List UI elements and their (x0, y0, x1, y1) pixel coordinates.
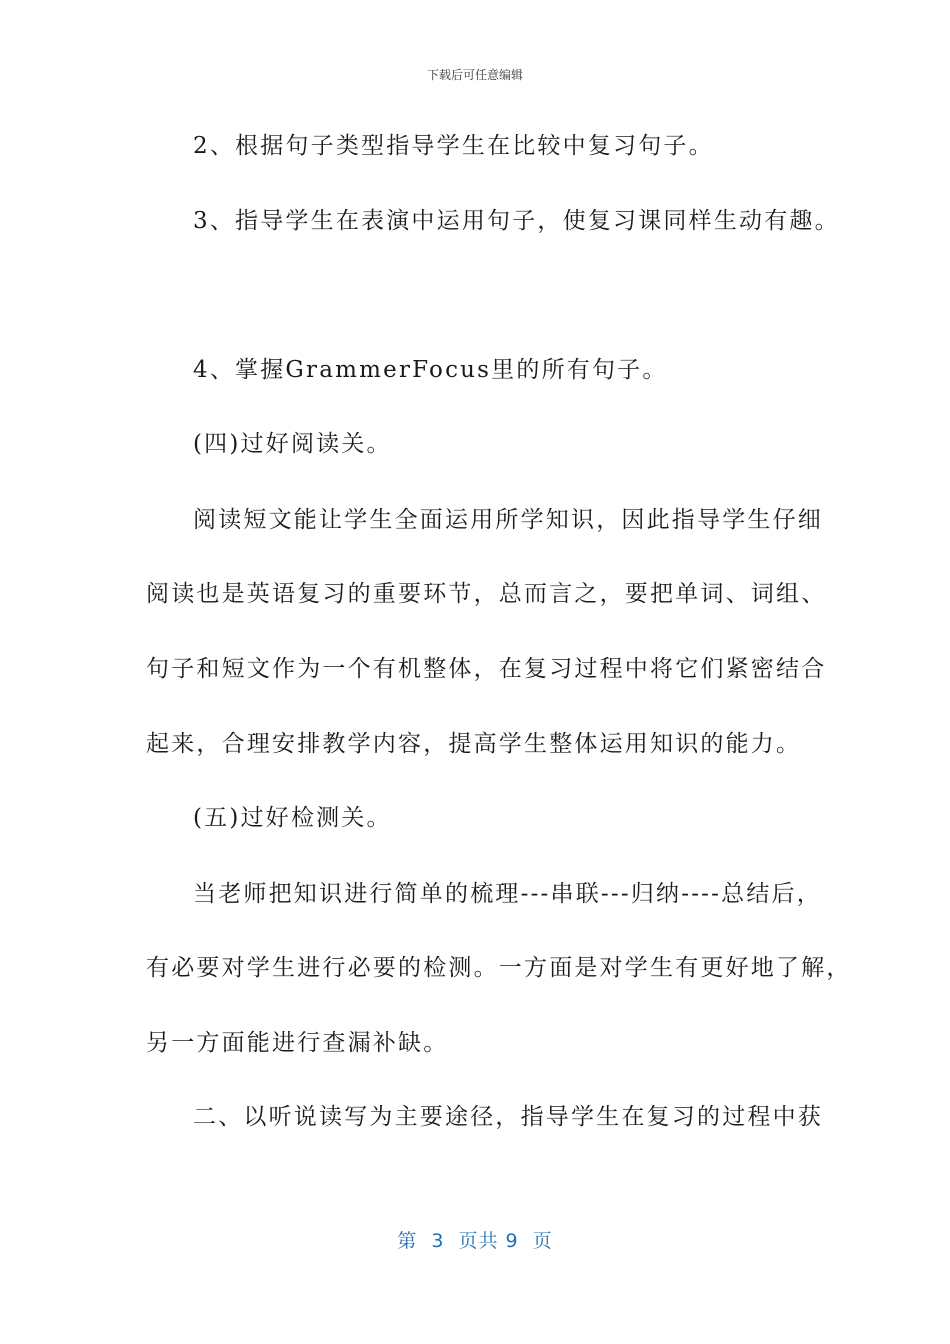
body-line-5: 阅读短文能让学生全面运用所学知识，因此指导学生仔细 (193, 507, 823, 533)
body-line-10: 当老师把知识进行简单的梳理---串联---归纳----总结后， (193, 881, 822, 907)
body-line-1: 2、根据句子类型指导学生在比较中复习句子。 (193, 133, 714, 159)
body-line-3: 4、掌握GrammerFocus里的所有句子。 (193, 357, 668, 383)
body-line-6: 阅读也是英语复习的重要环节，总而言之，要把单词、词组、 (146, 581, 827, 607)
body-line-11: 有必要对学生进行必要的检测。一方面是对学生有更好地了解， (146, 955, 852, 981)
header-note: 下载后可任意编辑 (426, 68, 523, 82)
section-heading-5: (五)过好检测关。 (193, 805, 392, 831)
section-heading-4: (四)过好阅读关。 (193, 431, 392, 457)
body-line-8: 起来，合理安排教学内容，提高学生整体运用知识的能力。 (146, 731, 802, 757)
body-line-13: 二、以听说读写为主要途径，指导学生在复习的过程中获 (193, 1104, 823, 1130)
body-line-12: 另一方面能进行查漏补缺。 (146, 1030, 449, 1056)
body-line-2: 3、指导学生在表演中运用句子，使复习课同样生动有趣。 (193, 208, 840, 234)
body-line-7: 句子和短文作为一个有机整体，在复习过程中将它们紧密结合 (146, 656, 827, 682)
page-number-footer: 第 3 页共 9 页 (397, 1230, 553, 1252)
